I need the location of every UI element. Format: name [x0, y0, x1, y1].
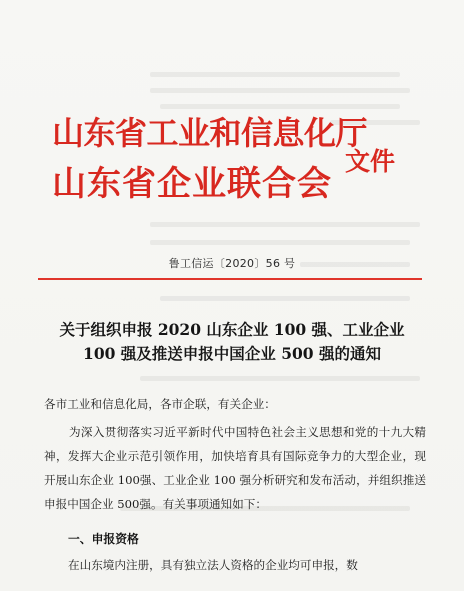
salutation: 各市工业和信息化局，各市企联，有关企业： — [44, 397, 276, 411]
document-type-label: 文件 — [345, 147, 396, 176]
notice-title-line-1: 关于组织申报 2020 山东企业 100 强、工业企业 — [59, 320, 405, 339]
notice-title-line-2: 100 强及推送申报中国企业 500 强的通知 — [83, 344, 381, 363]
letterhead — [0, 102, 464, 222]
intro-paragraph: 为深入贯彻落实习近平新时代中国特色社会主义思想和党的十九大精神，发挥大企业示范引领作用，加快培育具有国际竞争力的大型企业，现开展山东企业 100强、工业企业 100 强分析研究和发布活动，并组织推送申报中国企业 500强。有关事项通知如下： — [44, 425, 426, 511]
section-heading-eligibility: 一、申报资格 — [68, 532, 139, 546]
eligibility-paragraph-start: 在山东境内注册，具有独立法人资格的企业均可申报，数 — [68, 558, 358, 572]
issuer-name-line-1: 山东省工业和信息化厅 — [52, 114, 368, 152]
document-number: 鲁工信运〔2020〕56 号 — [168, 257, 296, 270]
issuer-name-line-2: 山东省企业联合会 — [52, 164, 332, 204]
red-divider-line — [38, 278, 422, 280]
